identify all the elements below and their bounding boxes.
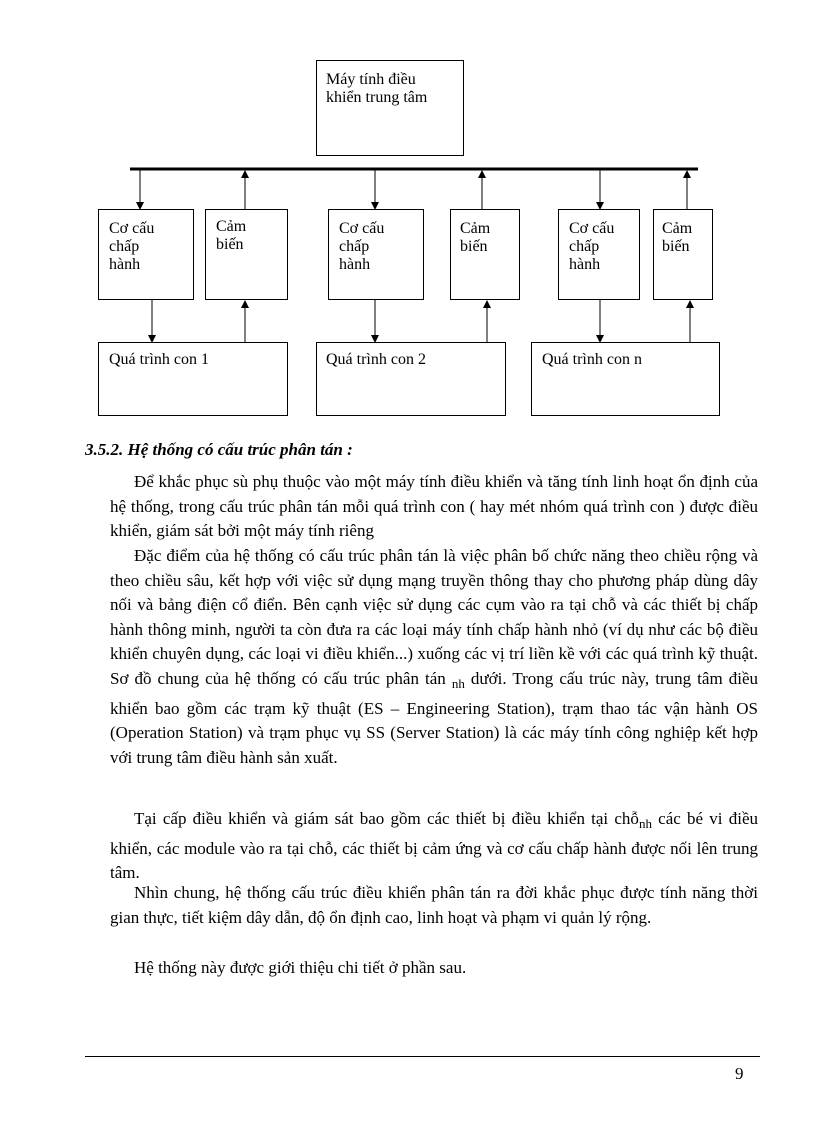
process-box-2 [316,342,506,416]
actuator-label-line3: hành [569,256,601,273]
actuator-box-1 [98,209,194,300]
actuator-label-line3: hành [339,256,371,273]
paragraph-3 [110,807,758,886]
paragraph-1: Để khắc phục sù phụ thuộc vào một máy tính điều khiển và tăng tính linh hoạt ổn định của hệ thống, trong cấu trúc phân tán mỗi quá trình con ( hay mét nhóm quá trình con ) được điều khiển, giám sát bởi một máy tính riêng [110,472,758,541]
paragraph-2-text-b: dưới. Trong cấu trúc này, trung tâm điều khiển bao gồm các trạm kỹ thuật (ES – Engineering Station), trạm thao tác vận hành OS (Operation Station) và trạm phục vụ SS (Server Station) là các máy tính công nghiệp kết hợp với trung tâm điều hành sản xuất. [110,668,758,767]
process-label: Quá trình con n [542,351,642,368]
actuator-label-line2: chấp [339,238,370,255]
sensor-box-3 [653,209,713,300]
page-number: 9 [735,1064,744,1083]
central-computer-label-line1: Máy tính điều [326,71,416,88]
process-box-1 [98,342,288,416]
paragraph-3-subscript: nh [638,816,652,831]
actuator-label-line1: Cơ cấu [569,220,615,237]
actuator-label-line1: Cơ cấu [109,220,155,237]
footer-divider [85,1056,760,1057]
process-label: Quá trình con 1 [109,351,209,368]
paragraph-2-text-a: Đặc điểm của hệ thống có cấu trúc phân tán là việc phân bố chức năng theo chiều rộng và theo chiều sâu, kết hợp với việc sử dụng mạng truyền thông thay cho phương pháp dùng dây nối và bảng điện cổ điển. Bên cạnh việc sử dụng các cụm vào ra tại chỗ và các thiết bị chấp hành thông minh, người ta còn đưa ra các loại máy tính chấp hành nhỏ (ví dụ như các bộ điều khiển chuyên dụng, các loại vi điều khiển...) xuống các vị trí liền kề với các quá trình kỹ thuật. Sơ đồ chung của hệ thống có cấu trúc phân tán [110,546,758,688]
sensor-label-line2: biến [662,238,690,255]
actuator-label-line1: Cơ cấu [339,220,385,237]
central-computer-box [316,60,464,156]
actuator-label-line2: chấp [109,238,140,255]
paragraph-3-text-b: các bé vi điều khiển, các module vào ra tại chỗ, các thiết bị cảm ứng và cơ cấu chấp hành được nối lên trung tâm. [110,809,758,883]
sensor-label-line2: biến [460,238,488,255]
sensor-label-line2: biến [216,236,244,253]
central-computer-label-line2: khiển trung tâm [326,89,428,106]
actuator-box-3 [558,209,640,300]
sensor-label-line1: Cảm [216,218,247,235]
paragraph-5: Hệ thống này được giới thiệu chi tiết ở phần sau. [134,958,467,977]
paragraph-4: Nhìn chung, hệ thống cấu trúc điều khiển phân tán ra đời khắc phục được tính năng thời gian thực, tiết kiệm dây dẫn, độ ổn định cao, linh hoạt và phạm vi quản lý rộng. [110,883,758,927]
actuator-label-line2: chấp [569,238,600,255]
sensor-box-2 [450,209,520,300]
sensor-label-line1: Cảm [460,220,491,237]
process-label: Quá trình con 2 [326,351,426,368]
paragraph-2-subscript: nh [451,675,465,691]
actuator-label-line3: hành [109,256,141,273]
sensor-box-1 [205,209,288,300]
process-box-3 [531,342,720,416]
paragraph-3-text-a: Tại cấp điều khiển và giám sát bao gồm các thiết bị điều khiển tại chỗ [134,809,639,828]
paragraph-2 [110,544,758,770]
sensor-label-line1: Cảm [662,220,693,237]
section-heading: 3.5.2. Hệ thống có cấu trúc phân tán : [85,440,353,459]
actuator-box-2 [328,209,424,300]
